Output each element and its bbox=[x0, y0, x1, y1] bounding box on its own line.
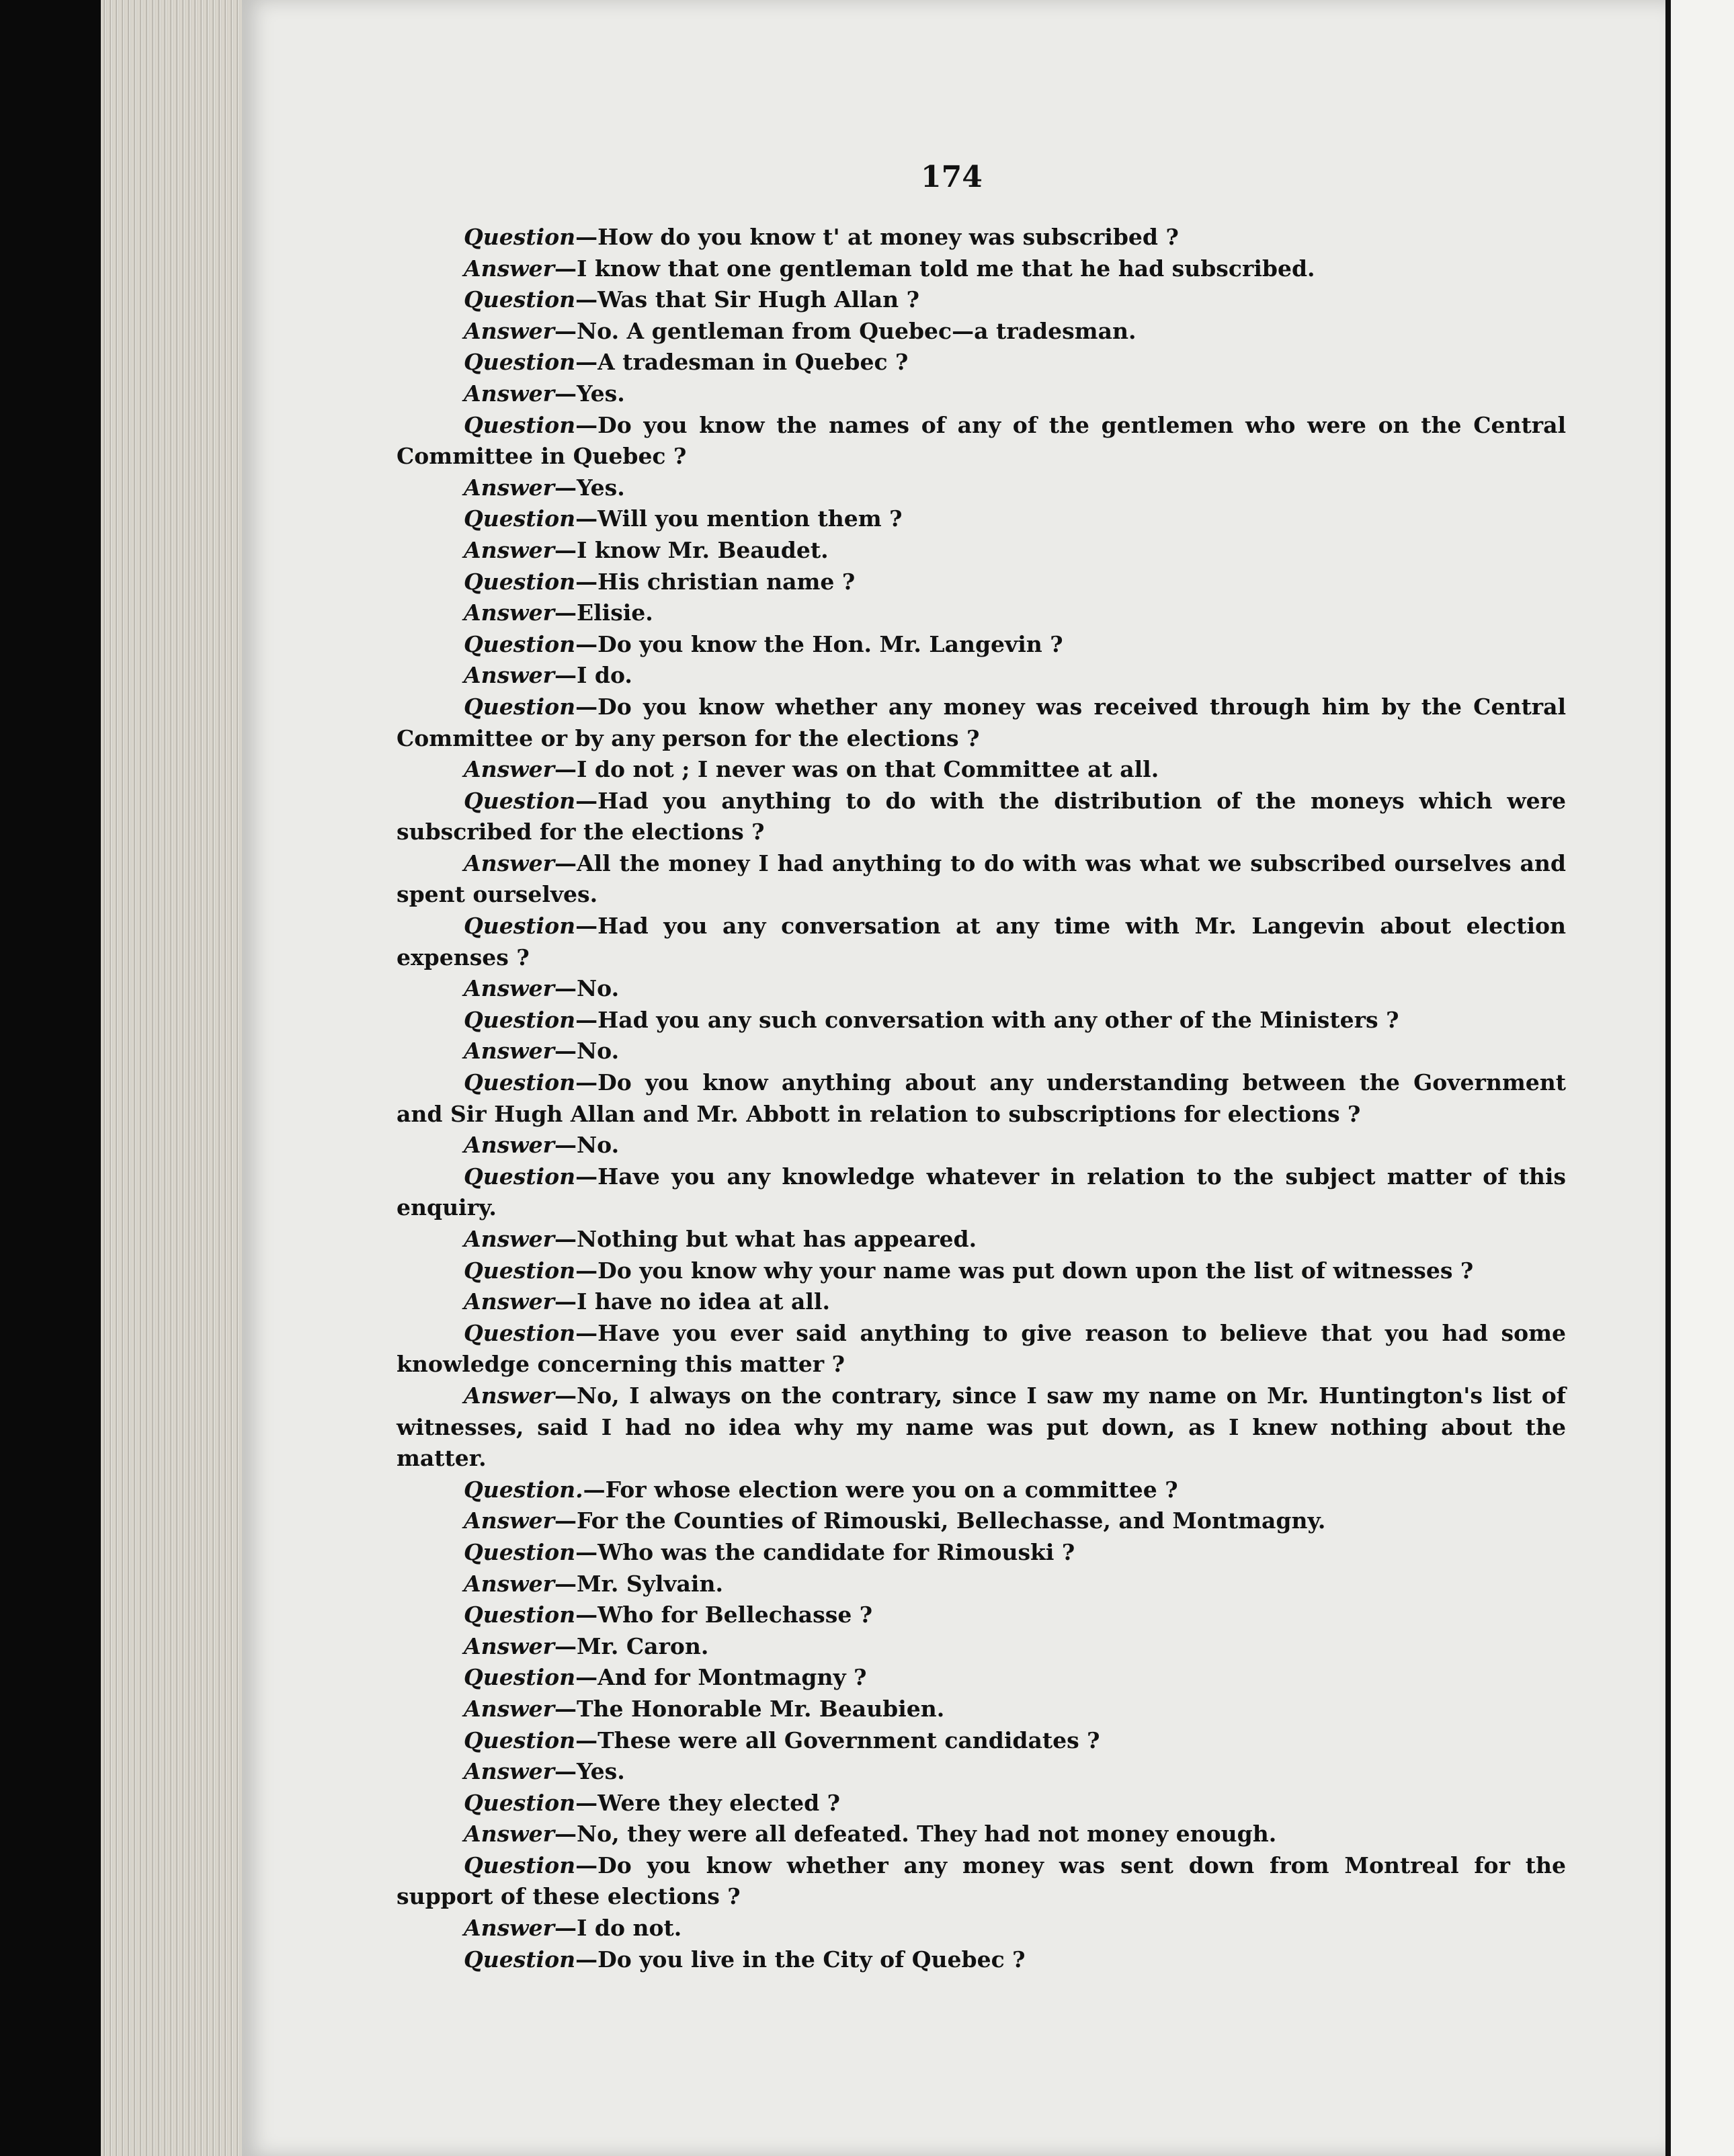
entry-text: —No, I always on the contrary, since I saw my name on Mr. Huntington's list of witnesses, said I had no idea why my name was put down, as I knew nothing about the matter. bbox=[397, 1382, 1566, 1472]
page-number: 174 bbox=[921, 160, 983, 194]
testimony-entry bbox=[397, 911, 1566, 973]
entry-text: —Who for Bellechasse ? bbox=[575, 1602, 873, 1628]
testimony-entry bbox=[397, 316, 1566, 347]
entry-text: —Do you live in the City of Quebec ? bbox=[575, 1946, 1026, 1973]
testimony-entry bbox=[397, 347, 1566, 378]
speaker-label: Question bbox=[464, 913, 576, 940]
testimony-entry bbox=[397, 786, 1566, 848]
entry-text: —I do not ; I never was on that Committee at all. bbox=[554, 756, 1159, 783]
testimony-entry bbox=[397, 1224, 1566, 1255]
speaker-label: Answer bbox=[464, 1758, 554, 1785]
speaker-label: Question bbox=[464, 787, 576, 814]
page-right-edge bbox=[1665, 0, 1671, 2156]
testimony-entry bbox=[397, 567, 1566, 598]
entry-text: —No. bbox=[554, 1038, 620, 1065]
testimony-entry bbox=[397, 692, 1566, 754]
speaker-label: Question bbox=[464, 630, 576, 657]
entry-text: —Do you know whether any money was received through him by the Central Committee or by any person for the elections ? bbox=[397, 693, 1566, 751]
entry-text: —Were they elected ? bbox=[575, 1789, 840, 1816]
testimony-entry bbox=[397, 1569, 1566, 1600]
testimony-entry bbox=[397, 1913, 1566, 1944]
testimony-entry bbox=[397, 1631, 1566, 1663]
speaker-label: Answer bbox=[464, 599, 554, 626]
speaker-label: Answer bbox=[464, 975, 554, 1002]
entry-text: —Yes. bbox=[554, 474, 625, 501]
entry-text: —And for Montmagny ? bbox=[575, 1664, 867, 1691]
testimony-entry bbox=[397, 1537, 1566, 1569]
entry-text: —Do you know the Hon. Mr. Langevin ? bbox=[575, 630, 1063, 657]
speaker-label: Question bbox=[464, 1319, 576, 1346]
entry-text: —These were all Government candidates ? bbox=[575, 1727, 1100, 1753]
entry-text: —How do you know t' at money was subscribed ? bbox=[575, 224, 1179, 250]
entry-text: —I know Mr. Beaudet. bbox=[554, 536, 829, 563]
testimony-entry bbox=[397, 410, 1566, 472]
speaker-label: Question bbox=[464, 1946, 576, 1973]
speaker-label: Question bbox=[464, 286, 576, 313]
entry-text: —The Honorable Mr. Beaubien. bbox=[554, 1695, 945, 1722]
entry-text: —For whose election were you on a committee ? bbox=[583, 1476, 1178, 1503]
testimony-entry bbox=[397, 597, 1566, 629]
entry-text: —I know that one gentleman told me that he had subscribed. bbox=[554, 255, 1315, 282]
speaker-label: Answer bbox=[464, 1821, 554, 1848]
entry-text: —A tradesman in Quebec ? bbox=[575, 349, 909, 376]
testimony-entry bbox=[397, 1255, 1566, 1287]
entry-text: —Who was the candidate for Rimouski ? bbox=[575, 1538, 1075, 1565]
testimony-entry bbox=[397, 1850, 1566, 1913]
speaker-label: Answer bbox=[464, 255, 554, 282]
speaker-label: Question bbox=[464, 693, 576, 720]
entry-text: —Nothing but what has appeared. bbox=[554, 1226, 977, 1252]
speaker-label: Question bbox=[464, 1069, 576, 1096]
speaker-label: Answer bbox=[464, 474, 554, 501]
entry-text: —Will you mention them ? bbox=[575, 505, 903, 532]
speaker-label: Question bbox=[464, 1852, 576, 1878]
speaker-label: Answer bbox=[464, 849, 554, 876]
entry-text: —Had you anything to do with the distribution of the moneys which were subscribed for the elections ? bbox=[397, 787, 1566, 845]
speaker-label: Answer bbox=[464, 380, 554, 407]
speaker-label: Answer bbox=[464, 1132, 554, 1159]
testimony-entry bbox=[397, 973, 1566, 1005]
speaker-label: Answer bbox=[464, 1226, 554, 1252]
testimony-entry bbox=[397, 1036, 1566, 1067]
entry-text: —Had you any conversation at any time with Mr. Langevin about election expenses ? bbox=[397, 913, 1566, 970]
testimony-entry bbox=[397, 1130, 1566, 1161]
entry-text: —No. bbox=[554, 1132, 620, 1159]
entry-text: —All the money I had anything to do with was what we subscribed ourselves and spent ourselves. bbox=[397, 849, 1566, 908]
entry-text: —Had you any such conversation with any other of the Ministers ? bbox=[575, 1006, 1399, 1033]
entry-text: —Have you ever said anything to give reason to believe that you had some knowledge concerning this matter ? bbox=[397, 1319, 1566, 1378]
testimony-entry bbox=[397, 1944, 1566, 1976]
entry-text: —Do you know the names of any of the gentlemen who were on the Central Committee in Quebec ? bbox=[397, 411, 1566, 470]
entry-text: —I do. bbox=[554, 662, 632, 689]
speaker-label: Answer bbox=[464, 756, 554, 783]
testimony-entry bbox=[397, 629, 1566, 661]
entry-text: —Do you know why your name was put down upon the list of witnesses ? bbox=[575, 1257, 1474, 1284]
testimony-entry bbox=[397, 1505, 1566, 1537]
testimony-entry bbox=[397, 535, 1566, 567]
speaker-label: Answer bbox=[464, 1915, 554, 1942]
speaker-label: Answer bbox=[464, 662, 554, 689]
speaker-label: Question bbox=[464, 224, 576, 250]
scan-left-border bbox=[0, 0, 101, 2156]
page-stack-edges bbox=[101, 0, 262, 2156]
entry-text: —No. A gentleman from Quebec—a tradesman. bbox=[554, 317, 1137, 344]
testimony-entry bbox=[397, 1475, 1566, 1506]
testimony-entry bbox=[397, 472, 1566, 504]
speaker-label: Answer bbox=[464, 1570, 554, 1597]
testimony-entry bbox=[397, 1819, 1566, 1850]
entry-text: —I have no idea at all. bbox=[554, 1288, 830, 1315]
entry-text: —No, they were all defeated. They had not money enough. bbox=[554, 1821, 1277, 1848]
testimony-entry bbox=[397, 1788, 1566, 1819]
speaker-label: Answer bbox=[464, 1038, 554, 1065]
speaker-label: Question bbox=[464, 1538, 576, 1565]
testimony-text bbox=[397, 222, 1566, 1975]
entry-text: —For the Counties of Rimouski, Bellechasse, and Montmagny. bbox=[554, 1507, 1326, 1534]
entry-text: —His christian name ? bbox=[575, 568, 856, 595]
speaker-label: Question bbox=[464, 1602, 576, 1628]
entry-text: —Do you know whether any money was sent down from Montreal for the support of these elections ? bbox=[397, 1852, 1566, 1910]
entry-text: —Have you any knowledge whatever in relation to the subject matter of this enquiry. bbox=[397, 1163, 1566, 1221]
speaker-label: Question. bbox=[464, 1476, 583, 1503]
entry-text: —No. bbox=[554, 975, 620, 1002]
testimony-entry bbox=[397, 1318, 1566, 1380]
testimony-entry bbox=[397, 1005, 1566, 1036]
speaker-label: Question bbox=[464, 505, 576, 532]
speaker-label: Answer bbox=[464, 1632, 554, 1659]
testimony-entry bbox=[397, 1662, 1566, 1694]
testimony-entry bbox=[397, 1380, 1566, 1475]
speaker-label: Answer bbox=[464, 536, 554, 563]
testimony-entry bbox=[397, 222, 1566, 253]
testimony-entry bbox=[397, 1286, 1566, 1318]
testimony-entry bbox=[397, 253, 1566, 285]
entry-text: —Elisie. bbox=[554, 599, 653, 626]
testimony-entry bbox=[397, 503, 1566, 535]
testimony-entry bbox=[397, 754, 1566, 786]
testimony-entry bbox=[397, 1161, 1566, 1224]
speaker-label: Answer bbox=[464, 1288, 554, 1315]
speaker-label: Question bbox=[464, 1257, 576, 1284]
speaker-label: Answer bbox=[464, 1695, 554, 1722]
speaker-label: Question bbox=[464, 1664, 576, 1691]
entry-text: —Was that Sir Hugh Allan ? bbox=[575, 286, 919, 313]
speaker-label: Question bbox=[464, 1006, 576, 1033]
entry-text: —Mr. Caron. bbox=[554, 1632, 709, 1659]
testimony-entry bbox=[397, 1600, 1566, 1631]
entry-text: —Yes. bbox=[554, 1758, 625, 1785]
speaker-label: Question bbox=[464, 1163, 576, 1190]
speaker-label: Question bbox=[464, 1727, 576, 1753]
entry-text: —Mr. Sylvain. bbox=[554, 1570, 723, 1597]
speaker-label: Question bbox=[464, 568, 576, 595]
entry-text: —Yes. bbox=[554, 380, 625, 407]
testimony-entry bbox=[397, 660, 1566, 692]
speaker-label: Answer bbox=[464, 1507, 554, 1534]
testimony-entry bbox=[397, 848, 1566, 911]
entry-text: —Do you know anything about any understanding between the Government and Sir Hugh Allan and Mr. Abbott in relation to subscriptions for elections ? bbox=[397, 1069, 1566, 1127]
testimony-entry bbox=[397, 1067, 1566, 1130]
speaker-label: Answer bbox=[464, 1382, 554, 1409]
testimony-entry bbox=[397, 1756, 1566, 1788]
testimony-entry bbox=[397, 284, 1566, 316]
speaker-label: Question bbox=[464, 411, 576, 438]
speaker-label: Question bbox=[464, 349, 576, 376]
testimony-entry bbox=[397, 1694, 1566, 1725]
speaker-label: Answer bbox=[464, 317, 554, 344]
entry-text: —I do not. bbox=[554, 1915, 682, 1942]
testimony-entry bbox=[397, 378, 1566, 410]
testimony-entry bbox=[397, 1725, 1566, 1757]
scan-right-margin bbox=[1671, 0, 1734, 2156]
speaker-label: Question bbox=[464, 1789, 576, 1816]
